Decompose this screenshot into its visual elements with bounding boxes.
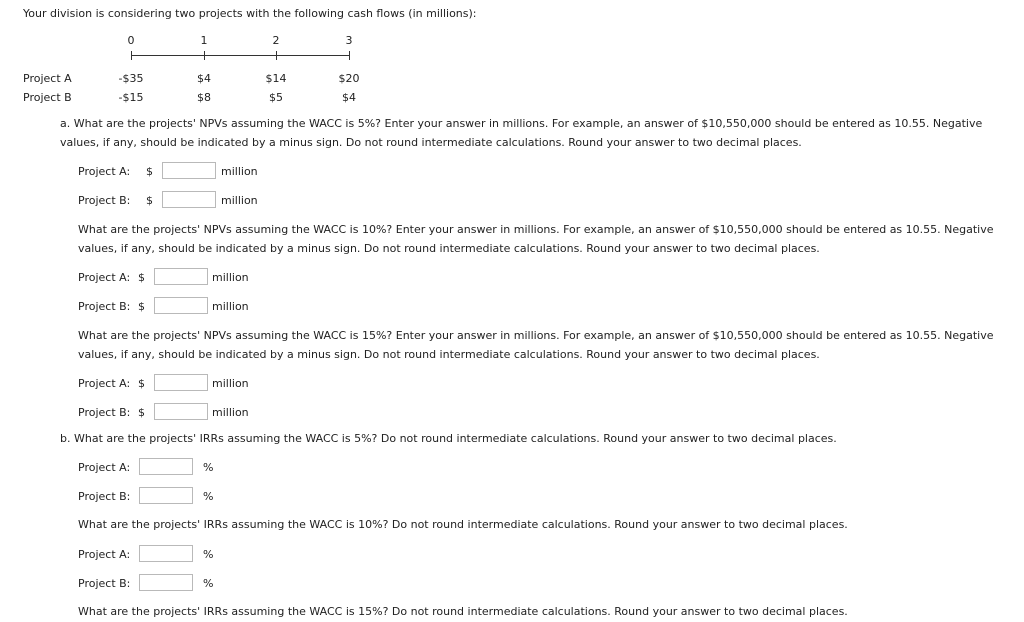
npv10-project-a-label: Project A:	[78, 271, 131, 284]
cash-flow-value: $4	[197, 72, 211, 85]
currency-symbol: $	[146, 165, 153, 178]
timeline-tick	[349, 51, 350, 60]
npv15-project-b-label: Project B:	[78, 406, 131, 419]
period-label: 0	[127, 34, 135, 47]
unit-label: million	[212, 300, 249, 313]
percent-label: %	[203, 577, 214, 590]
percent-label: %	[203, 490, 214, 503]
currency-symbol: $	[138, 300, 145, 313]
npv15-project-a-label: Project A:	[78, 377, 131, 390]
cash-flow-value: -$15	[118, 91, 144, 104]
question-irr-5: b. What are the projects' IRRs assuming the WACC is 5%? Do not round intermediate calculations. Round your answer to two decimal places.	[60, 432, 837, 445]
currency-symbol: $	[138, 406, 145, 419]
intro-text: Your division is considering two projects with the following cash flows (in millions):	[23, 7, 477, 20]
cash-flow-value: $20	[338, 72, 360, 85]
npv5-project-a-input[interactable]	[162, 162, 216, 179]
unit-label: million	[221, 165, 258, 178]
unit-label: million	[212, 271, 249, 284]
irr10-project-b-input[interactable]	[139, 574, 193, 591]
npv5-project-b-input[interactable]	[162, 191, 216, 208]
unit-label: million	[212, 406, 249, 419]
irr5-project-b-label: Project B:	[78, 490, 131, 503]
currency-symbol: $	[138, 271, 145, 284]
question-npv-5: a. What are the projects' NPVs assuming the WACC is 5%? Enter your answer in millions. For example, an answer of $10,550,000 should be entered as 10.55. Negative values, if any, should be indicated by a minus sign. Do not round intermediate calculations. Round your answer to two decimal places.	[60, 117, 983, 149]
irr5-project-a-input[interactable]	[139, 458, 193, 475]
unit-label: million	[221, 194, 258, 207]
unit-label: million	[212, 377, 249, 390]
irr10-project-b-label: Project B:	[78, 577, 131, 590]
question-npv-10: What are the projects' NPVs assuming the WACC is 10%? Enter your answer in millions. For example, an answer of $10,550,000 should be entered as 10.55. Negative values, if any, should be indicated by a minus sign. Do not round intermediate calculations. Round your answer to two decimal places.	[78, 223, 994, 255]
period-label: 1	[200, 34, 208, 47]
npv10-project-b-label: Project B:	[78, 300, 131, 313]
npv5-project-a-label: Project A:	[78, 165, 131, 178]
timeline-tick	[131, 51, 132, 60]
question-npv-15: What are the projects' NPVs assuming the WACC is 15%? Enter your answer in millions. For example, an answer of $10,550,000 should be entered as 10.55. Negative values, if any, should be indicated by a minus sign. Do not round intermediate calculations. Round your answer to two decimal places.	[78, 329, 994, 361]
question-irr-10: What are the projects' IRRs assuming the WACC is 10%? Do not round intermediate calculations. Round your answer to two decimal places.	[78, 518, 848, 531]
cash-flow-value: $4	[342, 91, 356, 104]
irr10-project-a-label: Project A:	[78, 548, 131, 561]
irr10-project-a-input[interactable]	[139, 545, 193, 562]
project-a-label: Project A	[23, 72, 72, 85]
period-label: 3	[345, 34, 353, 47]
cash-flow-value: $14	[265, 72, 287, 85]
question-irr-15: What are the projects' IRRs assuming the WACC is 15%? Do not round intermediate calculations. Round your answer to two decimal places.	[78, 605, 848, 618]
project-b-label: Project B	[23, 91, 72, 104]
currency-symbol: $	[146, 194, 153, 207]
percent-label: %	[203, 548, 214, 561]
currency-symbol: $	[138, 377, 145, 390]
npv15-project-b-input[interactable]	[154, 403, 208, 420]
npv5-project-b-label: Project B:	[78, 194, 131, 207]
npv10-project-b-input[interactable]	[154, 297, 208, 314]
cash-flow-value: -$35	[118, 72, 144, 85]
percent-label: %	[203, 461, 214, 474]
timeline-axis	[131, 55, 349, 56]
cash-flow-value: $8	[197, 91, 211, 104]
npv15-project-a-input[interactable]	[154, 374, 208, 391]
timeline-tick	[276, 51, 277, 60]
npv10-project-a-input[interactable]	[154, 268, 208, 285]
irr5-project-b-input[interactable]	[139, 487, 193, 504]
period-label: 2	[272, 34, 280, 47]
cash-flow-value: $5	[269, 91, 283, 104]
timeline-tick	[204, 51, 205, 60]
irr5-project-a-label: Project A:	[78, 461, 131, 474]
